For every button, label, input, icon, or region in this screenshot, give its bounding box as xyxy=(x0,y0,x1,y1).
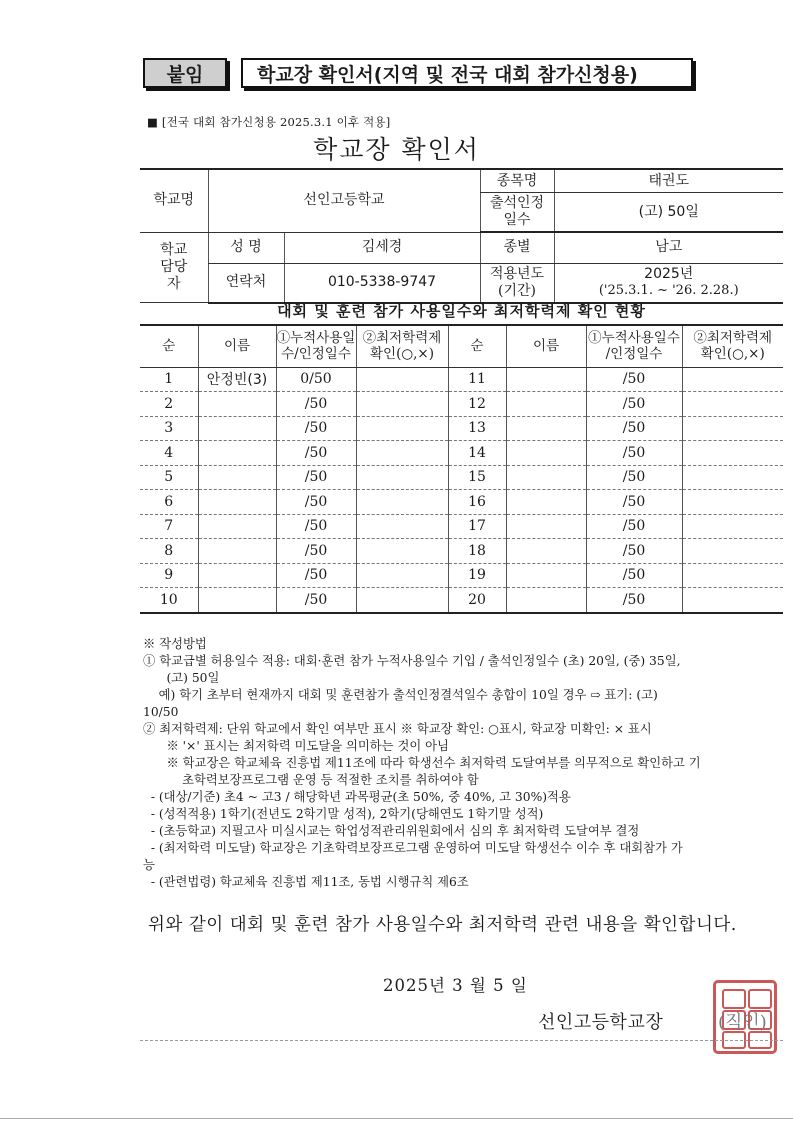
method-line: 초학력보장프로그램 운영 등 적절한 조치를 취하여야 함 xyxy=(143,773,479,787)
col-days xyxy=(276,325,356,367)
year-period: ('25.3.1. ~ '26. 2.28.) xyxy=(598,283,739,299)
row-days: /50 xyxy=(276,539,356,564)
row-no-right: 12 xyxy=(448,392,506,417)
row-name xyxy=(198,563,276,588)
row-days: /50 xyxy=(276,465,356,490)
date-text: 2025년 3 월 5 일 xyxy=(383,976,528,995)
method-line: 예) 학기 초부터 현재까지 대회 및 훈련참가 출석인정결석일수 총합이 10일 경우 ⇨ 표기: (고) xyxy=(143,688,658,702)
row-no-right: 15 xyxy=(448,465,506,490)
row-check xyxy=(356,490,448,515)
row-no: 1 xyxy=(140,367,198,392)
row-no: 10 xyxy=(140,588,198,613)
row-no-right: 18 xyxy=(448,539,506,564)
row-name-right xyxy=(506,367,586,392)
row-days-right: /50 xyxy=(586,465,682,490)
info-table xyxy=(140,168,783,304)
row-check xyxy=(356,367,448,392)
row-no-right: 20 xyxy=(448,588,506,613)
col-name-right: 이름 xyxy=(506,325,586,367)
table-row xyxy=(140,563,783,588)
row-days-right: /50 xyxy=(586,539,682,564)
row-check-right xyxy=(682,588,783,613)
row-name: 안정빈(3) xyxy=(198,367,276,392)
row-check xyxy=(356,588,448,613)
col-days-right-line2: /인정일수 xyxy=(605,346,663,363)
row-check-right xyxy=(682,563,783,588)
attach-label: 붙임 xyxy=(143,58,227,88)
col-no-right: 순 xyxy=(448,325,506,367)
table-row xyxy=(140,514,783,539)
table-row xyxy=(140,490,783,515)
row-name xyxy=(198,465,276,490)
table-row xyxy=(140,588,783,613)
school-label: 학교명 xyxy=(140,169,208,232)
attend-value: (고) 50일 xyxy=(554,193,783,233)
row-no: 4 xyxy=(140,441,198,466)
row-days-right: /50 xyxy=(586,490,682,515)
row-days-right: /50 xyxy=(586,392,682,417)
divider xyxy=(140,1040,783,1041)
manager-label: 학교 담당자 xyxy=(140,232,208,303)
row-name xyxy=(198,539,276,564)
name-value: 김세경 xyxy=(284,232,480,263)
row-name xyxy=(198,416,276,441)
method-line: - (대상/기준) 초4 ~ 고3 / 해당학년 과목평균(초 50%, 중 40%, 고 30%)적용 xyxy=(143,790,571,804)
row-name xyxy=(198,441,276,466)
method-line: - (초등학교) 지필고사 미실시교는 학업성적관리위원회에서 심의 후 최저학력 도달여부 결정 xyxy=(143,824,640,838)
row-name-right xyxy=(506,392,586,417)
year-cell xyxy=(554,263,783,303)
method-line: 능 xyxy=(143,858,155,872)
row-days-right: /50 xyxy=(586,563,682,588)
row-days-right: /50 xyxy=(586,588,682,613)
row-no: 5 xyxy=(140,465,198,490)
row-check-right xyxy=(682,416,783,441)
table-row xyxy=(140,465,783,490)
row-check xyxy=(356,563,448,588)
row-days: /50 xyxy=(276,441,356,466)
table-row xyxy=(140,392,783,417)
col-days-line2: 수/인정일수 xyxy=(281,346,351,363)
col-check-line2: 확인(○,×) xyxy=(370,346,434,363)
row-check xyxy=(356,441,448,466)
attend-label: 출석인정 일수 xyxy=(480,193,554,233)
row-days: /50 xyxy=(276,588,356,613)
header xyxy=(143,58,693,88)
method-line: ※ '×' 표시는 최저학력 미도달을 의미하는 것이 아님 xyxy=(143,739,449,753)
section-title: 대회 및 훈련 참가 사용일수와 최저학력제 확인 현황 xyxy=(277,302,646,320)
row-days-right: /50 xyxy=(586,514,682,539)
col-name: 이름 xyxy=(198,325,276,367)
col-check-right-line1: ②최저학력제 xyxy=(693,330,773,347)
row-check xyxy=(356,514,448,539)
method-line: - (성적적용) 1학기(전년도 2학기말 성적), 2학기(당해연도 1학기말 성적) xyxy=(143,807,544,821)
header-title: 학교장 확인서(지역 및 전국 대회 참가신청용) xyxy=(241,58,693,88)
row-no: 8 xyxy=(140,539,198,564)
row-name-right xyxy=(506,416,586,441)
row-no: 9 xyxy=(140,563,198,588)
row-name-right xyxy=(506,563,586,588)
row-check xyxy=(356,465,448,490)
year-value: 2025년 xyxy=(644,266,694,283)
document-title: 학교장 확인서 xyxy=(313,135,480,164)
contact-value: 010-5338-9747 xyxy=(284,263,480,303)
row-no-right: 16 xyxy=(448,490,506,515)
row-name-right xyxy=(506,514,586,539)
event-label: 종목명 xyxy=(480,169,554,193)
page-edge xyxy=(0,1118,793,1119)
table-row xyxy=(140,539,783,564)
row-name xyxy=(198,490,276,515)
row-check-right xyxy=(682,490,783,515)
writing-method xyxy=(143,636,783,891)
row-name xyxy=(198,392,276,417)
name-label: 성 명 xyxy=(208,232,284,263)
row-check xyxy=(356,416,448,441)
row-no-right: 17 xyxy=(448,514,506,539)
gender-label: 종별 xyxy=(480,232,554,263)
method-line: - (최저학력 미도달) 학교장은 기초학력보장프로그램 운영하여 미도달 학생선수 이수 후 대회참가 가 xyxy=(143,841,683,855)
method-line: ※ 학교장은 학교체육 진흥법 제11조에 따라 학생선수 최저학력 도달여부를 의무적으로 확인하고 기 xyxy=(143,756,701,770)
row-check-right xyxy=(682,441,783,466)
row-no-right: 13 xyxy=(448,416,506,441)
row-name-right xyxy=(506,490,586,515)
method-line: 10/50 xyxy=(143,705,179,719)
row-check-right xyxy=(682,539,783,564)
row-days-right: /50 xyxy=(586,441,682,466)
row-name-right xyxy=(506,465,586,490)
row-days: /50 xyxy=(276,392,356,417)
method-line: ② 최저학력제: 단위 학교에서 확인 여부만 표시 ※ 학교장 확인: ○표시, 학교장 미확인: × 표시 xyxy=(143,722,652,736)
row-no: 3 xyxy=(140,416,198,441)
row-check-right xyxy=(682,465,783,490)
col-days-right-line1: ①누적사용일수 xyxy=(588,330,680,347)
row-name xyxy=(198,514,276,539)
row-no-right: 11 xyxy=(448,367,506,392)
row-days: /50 xyxy=(276,514,356,539)
roster-table xyxy=(140,324,783,614)
col-days-line1: ①누적사용일 xyxy=(276,330,356,347)
row-no-right: 19 xyxy=(448,563,506,588)
row-days: 0/50 xyxy=(276,367,356,392)
method-line: ※ 작성방법 xyxy=(143,637,207,651)
confirm-text: 위와 같이 대회 및 훈련 참가 사용일수와 최저학력 관련 내용을 확인합니다. xyxy=(148,915,737,935)
row-check-right xyxy=(682,392,783,417)
row-no: 6 xyxy=(140,490,198,515)
row-check-right xyxy=(682,367,783,392)
row-days: /50 xyxy=(276,416,356,441)
top-note: ■ [전국 대회 참가신청용 2025.3.1 이후 적용] xyxy=(147,115,391,129)
row-days: /50 xyxy=(276,563,356,588)
school-value: 선인고등학교 xyxy=(208,169,480,232)
year-label: 적용년도 (기간) xyxy=(480,263,554,303)
table-row xyxy=(140,367,783,392)
row-no: 7 xyxy=(140,514,198,539)
row-days-right: /50 xyxy=(586,367,682,392)
row-days: /50 xyxy=(276,490,356,515)
gender-value: 남고 xyxy=(554,232,783,263)
row-name-right xyxy=(506,588,586,613)
row-name xyxy=(198,588,276,613)
method-line: (고) 50일 xyxy=(143,671,220,685)
event-value: 태권도 xyxy=(554,169,783,193)
col-check xyxy=(356,325,448,367)
row-name-right xyxy=(506,539,586,564)
col-no: 순 xyxy=(140,325,198,367)
row-check xyxy=(356,539,448,564)
method-line: - (관련법령) 학교체육 진흥법 제11조, 동법 시행규칙 제6조 xyxy=(143,875,469,889)
row-check xyxy=(356,392,448,417)
contact-label: 연락처 xyxy=(208,263,284,303)
row-days-right: /50 xyxy=(586,416,682,441)
table-row xyxy=(140,416,783,441)
col-check-line1: ②최저학력제 xyxy=(362,330,442,347)
col-days-right xyxy=(586,325,682,367)
principal-name: 선인고등학교장 xyxy=(538,1012,664,1033)
col-check-right xyxy=(682,325,783,367)
row-no: 2 xyxy=(140,392,198,417)
row-name-right xyxy=(506,441,586,466)
row-check-right xyxy=(682,514,783,539)
method-line: ① 학교급별 허용일수 적용: 대회·훈련 참가 누적사용일수 기입 / 출석인정일수 (초) 20일, (중) 35일, xyxy=(143,654,681,668)
table-row xyxy=(140,441,783,466)
seal-label: (직인) xyxy=(718,1012,767,1033)
row-no-right: 14 xyxy=(448,441,506,466)
col-check-right-line2: 확인(○,×) xyxy=(700,346,765,363)
